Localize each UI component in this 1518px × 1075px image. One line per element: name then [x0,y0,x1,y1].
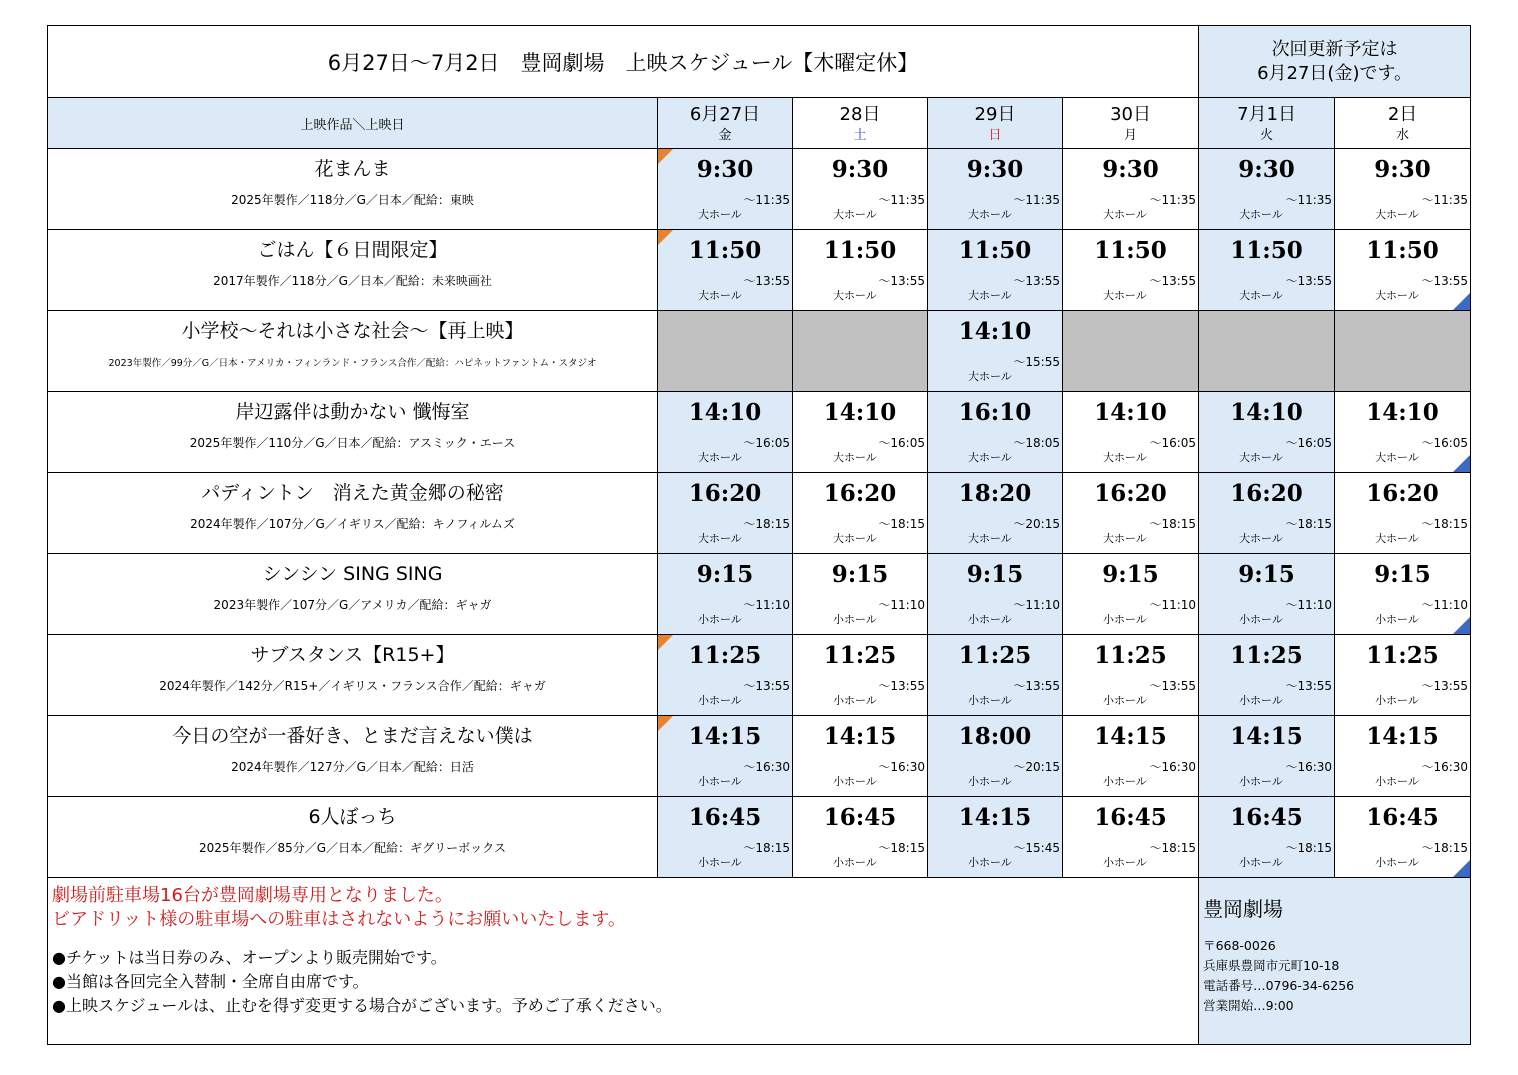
end-time: ～13:55 [1421,679,1469,693]
end-time: ～11:10 [743,598,790,612]
update-line-2: 6月27日(金)です。 [1257,62,1413,84]
start-time: 11:25 [1094,642,1167,669]
film-title: 小学校～それは小さな社会～【再上映】 [181,320,524,342]
end-time: ～18:15 [1149,517,1197,531]
end-time: ～16:05 [743,436,790,450]
film-info: 2025年製作／118分／G／日本／配給：東映 [231,193,474,207]
showtime-cell [928,230,1063,311]
end-time: ～13:55 [743,274,790,288]
hall-name: 大ホール [968,370,1012,383]
end-time: ～11:35 [1013,193,1060,207]
title-text: 6月27日～7月2日 豊岡劇場 上映スケジュール【木曜定休】 [327,50,919,75]
showtime-cell [1335,554,1471,635]
start-time: 18:20 [958,480,1032,507]
day-header [1199,98,1335,149]
end-time: ～13:55 [743,679,790,693]
showtime-cell [1199,797,1335,878]
hall-name: 小ホール [1103,613,1147,626]
day-header [1063,98,1199,149]
hall-name: 小ホール [1239,775,1283,788]
day-weekday: 土 [853,128,867,143]
corner-marker-blue [1453,293,1470,310]
start-time: 14:15 [1366,723,1439,750]
showtime-cell [928,311,1063,392]
hall-name: 大ホール [698,451,742,464]
showtime-cell [658,635,793,716]
start-time: 16:45 [688,804,762,831]
hall-name: 小ホール [1375,694,1419,707]
showtime-cell [658,473,793,554]
end-time: ～18:15 [743,841,790,855]
showtime-cell [658,392,793,473]
start-time: 9:30 [696,156,754,183]
showtime-cell [793,392,928,473]
showtime-cell [658,797,793,878]
start-time: 11:25 [958,642,1032,669]
showtime-cell [928,635,1063,716]
notice-item: ●チケットは当日券のみ、オープンより販売開始です。 [52,948,447,967]
showtime-cell [658,716,793,797]
corner-marker-blue [1453,860,1470,877]
end-time: ～18:15 [1285,841,1333,855]
showtime-cell [793,797,928,878]
no-screening-cell [1335,311,1471,392]
hall-name: 小ホール [968,694,1012,707]
showtime-cell [928,797,1063,878]
end-time: ～16:30 [878,760,925,774]
end-time: ～16:30 [1285,760,1333,774]
end-time: ～11:10 [1285,598,1333,612]
hall-name: 小ホール [698,613,742,626]
film-info: 2024年製作／107分／G／イギリス／配給：キノフィルムズ [190,517,515,531]
film-info: 2023年製作／107分／G／アメリカ／配給：ギャガ [213,598,492,612]
end-time: ～11:10 [1149,598,1197,612]
showtime-cell [928,392,1063,473]
parking-notice-2: ビアドリット様の駐車場への駐車はされないようにお願いいたします。 [52,909,626,930]
day-header [1335,98,1471,149]
showtime-cell [1199,392,1335,473]
film-row [48,149,1471,230]
end-time: ～13:55 [1149,679,1197,693]
showtime-cell [928,473,1063,554]
film-cell [48,392,658,473]
end-time: ～18:15 [1421,517,1469,531]
end-time: ～16:05 [1149,436,1197,450]
start-time: 9:30 [1374,156,1431,183]
start-time: 16:10 [958,399,1032,426]
start-time: 9:15 [831,561,889,588]
showtime-cell [1063,149,1199,230]
day-date: 30日 [1110,104,1151,125]
end-time: ～13:55 [878,274,925,288]
theater-hours: 営業開始…9:00 [1203,998,1294,1013]
film-row [48,797,1471,878]
start-time: 14:15 [1094,723,1167,750]
showtime-cell [1335,392,1471,473]
hall-name: 大ホール [698,289,742,302]
column-label-text: 上映作品＼上映日 [300,117,405,133]
day-date: 2日 [1387,104,1418,125]
start-time: 16:45 [823,804,897,831]
end-time: ～18:15 [1421,841,1469,855]
column-label [48,98,658,149]
corner-marker-orange [658,230,673,245]
end-time: ～18:15 [743,517,790,531]
start-time: 16:20 [1094,480,1167,507]
showtime-cell [658,554,793,635]
hall-name: 大ホール [698,532,742,545]
day-header [928,98,1063,149]
start-time: 14:10 [1094,399,1167,426]
end-time: ～13:55 [1013,274,1060,288]
showtime-cell [928,716,1063,797]
page-title [48,26,1199,98]
film-info: 2025年製作／110分／G／日本／配給：アスミック・エース [189,436,516,450]
notices [48,878,1199,1045]
film-cell [48,149,658,230]
end-time: ～16:30 [1421,760,1469,774]
showtime-cell [1063,635,1199,716]
end-time: ～18:15 [1285,517,1333,531]
start-time: 9:30 [1102,156,1159,183]
end-time: ～18:05 [1013,436,1060,450]
end-time: ～11:35 [1149,193,1197,207]
start-time: 16:20 [1366,480,1439,507]
showtime-cell [1335,149,1471,230]
start-time: 16:20 [688,480,762,507]
no-screening-cell [658,311,793,392]
film-title: 花まんま [314,158,391,180]
hall-name: 大ホール [1375,532,1419,545]
start-time: 16:20 [823,480,897,507]
start-time: 11:50 [1230,237,1303,264]
film-info: 2017年製作／118分／G／日本／配給：未来映画社 [213,274,492,288]
end-time: ～11:10 [1421,598,1469,612]
showtime-cell [1063,473,1199,554]
showtime-cell [793,149,928,230]
film-row [48,716,1471,797]
hall-name: 大ホール [1375,451,1419,464]
end-time: ～15:55 [1013,355,1060,369]
day-weekday: 月 [1124,128,1138,143]
corner-marker-blue [1453,617,1470,634]
hall-name: 小ホール [1103,856,1147,869]
end-time: ～18:15 [878,841,925,855]
hall-name: 小ホール [833,856,877,869]
day-weekday: 火 [1260,128,1274,143]
start-time: 16:45 [1230,804,1303,831]
hall-name: 大ホール [698,208,742,221]
hall-name: 小ホール [1239,856,1283,869]
film-cell [48,554,658,635]
showtime-cell [1063,392,1199,473]
hall-name: 小ホール [968,613,1012,626]
showtime-cell [1063,230,1199,311]
notice-item: ●当館は各回完全入替制・全席自由席です。 [52,972,369,991]
start-time: 16:20 [1230,480,1303,507]
end-time: ～13:55 [878,679,925,693]
end-time: ～13:55 [1149,274,1197,288]
update-notice [1199,26,1471,98]
film-title: 今日の空が一番好き、とまだ言えない僕は [172,725,533,747]
film-info: 2023年製作／99分／G／日本・アメリカ・フィンランド・フランス合作／配給：ハピネットファントム・スタジオ [108,358,597,369]
showtime-cell [1199,554,1335,635]
theater-address: 兵庫県豊岡市元町10-18 [1203,958,1340,973]
start-time: 9:15 [1102,561,1159,588]
start-time: 9:30 [831,156,889,183]
parking-notice-1: 劇場前駐車場16台が豊岡劇場専用となりました。 [52,885,453,906]
end-time: ～11:10 [878,598,925,612]
hall-name: 小ホール [968,775,1012,788]
hall-name: 小ホール [968,856,1012,869]
no-screening-cell [793,311,928,392]
corner-marker-orange [658,635,673,650]
start-time: 14:10 [958,318,1032,345]
film-title: 岸辺露伴は動かない 懺悔室 [235,401,470,423]
film-cell [48,635,658,716]
schedule-table [47,25,1471,1045]
notice-item: ●上映スケジュールは、止むを得ず変更する場合がございます。予めご了承ください。 [52,996,672,1015]
start-time: 14:10 [688,399,762,426]
start-time: 9:15 [966,561,1024,588]
film-info: 2024年製作／127分／G／日本／配給：日活 [231,760,474,774]
start-time: 9:15 [1374,561,1431,588]
hall-name: 大ホール [1103,451,1147,464]
showtime-cell [793,230,928,311]
day-header [658,98,793,149]
hall-name: 大ホール [1239,532,1283,545]
showtime-cell [1199,473,1335,554]
showtime-cell [1063,797,1199,878]
hall-name: 大ホール [1103,532,1147,545]
showtime-cell [1199,230,1335,311]
showtime-cell [1335,473,1471,554]
end-time: ～13:55 [1421,274,1469,288]
day-date: 29日 [974,104,1016,125]
hall-name: 大ホール [1375,208,1419,221]
end-time: ～16:05 [1421,436,1469,450]
showtime-cell [928,554,1063,635]
hall-name: 小ホール [698,775,742,788]
hall-name: 大ホール [968,451,1012,464]
header-row [48,98,1471,149]
showtime-cell [1063,554,1199,635]
film-row [48,230,1471,311]
start-time: 11:50 [688,237,762,264]
end-time: ～11:35 [1421,193,1469,207]
film-row [48,554,1471,635]
start-time: 11:50 [958,237,1032,264]
film-info: 2025年製作／85分／G／日本／配給：ギグリーボックス [199,841,506,855]
end-time: ～16:30 [743,760,790,774]
theater-phone: 電話番号…0796-34-6256 [1203,978,1355,993]
hall-name: 小ホール [1375,613,1419,626]
start-time: 11:25 [1366,642,1439,669]
end-time: ～11:35 [743,193,790,207]
film-cell [48,716,658,797]
start-time: 14:15 [958,804,1032,831]
start-time: 14:10 [823,399,897,426]
showtime-cell [1063,716,1199,797]
end-time: ～16:05 [1285,436,1333,450]
film-cell [48,473,658,554]
start-time: 16:45 [1366,804,1439,831]
start-time: 9:30 [966,156,1024,183]
hall-name: 小ホール [1239,694,1283,707]
hall-name: 大ホール [1103,208,1147,221]
showtime-cell [1199,716,1335,797]
showtime-cell [1199,149,1335,230]
corner-marker-blue [1453,455,1470,472]
showtime-cell [928,149,1063,230]
day-date: 7月1日 [1237,104,1297,125]
title-row [48,26,1471,98]
no-screening-cell [1199,311,1335,392]
start-time: 14:15 [688,723,762,750]
day-weekday: 金 [718,128,732,143]
film-cell [48,230,658,311]
hall-name: 小ホール [1375,856,1419,869]
end-time: ～13:55 [1013,679,1060,693]
hall-name: 小ホール [833,613,877,626]
start-time: 9:15 [696,561,754,588]
theater-info [1199,878,1471,1045]
day-header [793,98,928,149]
hall-name: 大ホール [1375,289,1419,302]
hall-name: 小ホール [1375,775,1419,788]
showtime-cell [1199,635,1335,716]
showtime-cell [1335,797,1471,878]
day-date: 6月27日 [689,104,761,125]
start-time: 14:15 [823,723,897,750]
end-time: ～18:15 [878,517,925,531]
film-title: サブスタンス【R15+】 [250,644,455,666]
theater-name: 豊岡劇場 [1203,897,1284,921]
end-time: ～20:15 [1013,760,1060,774]
start-time: 18:00 [958,723,1032,750]
end-time: ～13:55 [1285,274,1333,288]
start-time: 9:15 [1238,561,1295,588]
corner-marker-orange [658,716,673,731]
hall-name: 小ホール [1103,775,1147,788]
hall-name: 大ホール [1103,289,1147,302]
start-time: 11:50 [1366,237,1439,264]
start-time: 11:50 [823,237,897,264]
start-time: 14:10 [1230,399,1303,426]
film-title: ごはん【６日間限定】 [257,239,448,261]
film-row [48,392,1471,473]
day-weekday: 日 [988,128,1002,143]
showtime-cell [1335,230,1471,311]
start-time: 14:10 [1366,399,1439,426]
hall-name: 小ホール [833,775,877,788]
start-time: 11:25 [823,642,897,669]
hall-name: 大ホール [968,208,1012,221]
showtime-cell [1335,716,1471,797]
start-time: 11:50 [1094,237,1167,264]
hall-name: 大ホール [1239,289,1283,302]
film-info: 2024年製作／142分／R15+／イギリス・フランス合作／配給：ギャガ [159,679,546,693]
start-time: 14:15 [1230,723,1303,750]
update-line-1: 次回更新予定は [1271,38,1398,60]
film-title: シンシン SING SING [262,563,443,585]
hall-name: 大ホール [833,289,877,302]
showtime-cell [793,554,928,635]
start-time: 11:25 [1230,642,1303,669]
end-time: ～18:15 [1149,841,1197,855]
no-screening-cell [1063,311,1199,392]
end-time: ～13:55 [1285,679,1333,693]
hall-name: 小ホール [1239,613,1283,626]
hall-name: 大ホール [833,532,877,545]
hall-name: 小ホール [698,856,742,869]
film-title: 6人ぼっち [308,806,397,828]
start-time: 11:25 [688,642,762,669]
end-time: ～15:45 [1013,841,1060,855]
day-date: 28日 [839,104,881,125]
showtime-cell [793,716,928,797]
film-cell [48,311,658,392]
end-time: ～11:10 [1013,598,1060,612]
start-time: 9:30 [1238,156,1295,183]
day-weekday: 水 [1396,128,1410,143]
hall-name: 小ホール [698,694,742,707]
end-time: ～11:35 [1285,193,1333,207]
theater-postal: 〒668-0026 [1203,938,1276,953]
hall-name: 小ホール [1103,694,1147,707]
end-time: ～16:30 [1149,760,1197,774]
end-time: ～20:15 [1013,517,1060,531]
hall-name: 大ホール [1239,208,1283,221]
showtime-cell [658,230,793,311]
showtime-cell [1335,635,1471,716]
end-time: ～16:05 [878,436,925,450]
end-time: ～11:35 [878,193,925,207]
hall-name: 大ホール [968,532,1012,545]
film-row [48,635,1471,716]
film-title: パディントン 消えた黄金郷の秘密 [201,482,504,504]
film-row [48,473,1471,554]
showtime-cell [793,635,928,716]
film-row [48,311,1471,392]
hall-name: 大ホール [833,208,877,221]
showtime-cell [793,473,928,554]
hall-name: 大ホール [968,289,1012,302]
hall-name: 小ホール [833,694,877,707]
corner-marker-orange [658,149,673,164]
start-time: 16:45 [1094,804,1167,831]
showtime-cell [658,149,793,230]
film-cell [48,797,658,878]
hall-name: 大ホール [833,451,877,464]
footer-row [48,878,1471,1045]
hall-name: 大ホール [1239,451,1283,464]
